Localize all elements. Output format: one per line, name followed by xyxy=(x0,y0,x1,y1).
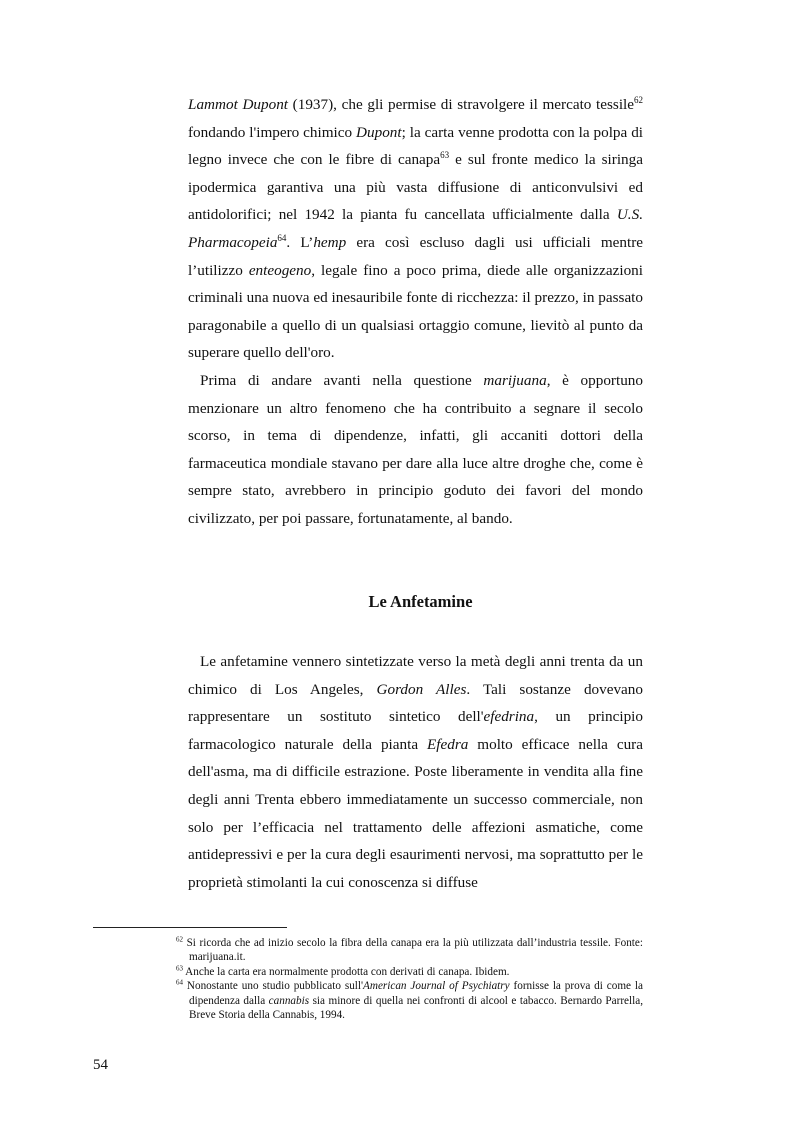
paragraph-anfetamine: Le anfetamine vennero sintetizzate verso la metà degli anni trenta da un chimico di Los Angeles, Gordon Alles. Tali sostanze dovevano rappresentare un sostituto sintetico dell'efedrina, un principio farmacologico naturale della pianta Efedra molto efficace nella cura dell'asma, ma di difficile estrazione. Poste liberamente in vendita alla fine degli anni Trenta ebbero immediatamente un successo commerciale, non solo per l’efficacia nel trattamento delle affezioni asmatiche, come antidepressivi e per la cura degli esaurimenti nervosi, ma soprattutto per le proprietà stimolanti la cui conoscenza si diffuse xyxy=(188,653,643,891)
footnotes xyxy=(176,936,643,1022)
footnote-ref-62: 62 xyxy=(634,94,643,105)
footnote-separator xyxy=(93,927,287,928)
footnote-ref-64: 64 xyxy=(277,232,287,243)
section-heading: Le Anfetamine xyxy=(368,592,473,611)
body-text-top xyxy=(188,91,643,533)
paragraph-dupont: Lammot Dupont (1937), che gli permise di stravolgere il mercato tessile$^{62}$ fondando l'impero chimico Dupont; la carta venne prodotta con la polpa di legno invece che con le fibre di canapa$^{63}$ e sul fronte medico la siringa ipodermica garantiva una più vasta diffusione di anticonvulsivi ed antidolorifici; nel 1942 la pianta fu cancellata ufficialmente dalla U.S. Pharmacopeia$^{64}$. L’hemp era così escluso dagli usi ufficiali mentre l’utilizzo enteogeno, legale fino a poco prima, diede alle organizzazioni criminali una nuova ed inesauribile fonte di ricchezza: il prezzo, in passato paragonabile a quello di un qualsiasi ortaggio comune, lievitò al punto da superare quello dell'oro. xyxy=(188,94,644,362)
footnote-ref-63: 63 xyxy=(440,150,450,161)
footnote-62: $^{62}$ Si ricorda che ad inizio secolo la fibra della canapa era la più utilizzata dall’industria tessile. Fonte: marijuana.it. xyxy=(176,935,643,964)
footnote-63: $^{63}$ Anche la carta era normalmente prodotta con derivati di canapa. Ibidem. xyxy=(176,964,510,978)
body-text-bottom xyxy=(188,648,643,896)
footnote-64: $^{64}$ Nonostante uno studio pubblicato sull'American Journal of Psychiatry fornisse la prova di come la dipendenza dalla cannabis sia minore di quella nei confronti di alcool e tabacco. Bernardo Parrella, Breve Storia della Cannabis, 1994. xyxy=(176,978,643,1022)
paragraph-marijuana: Prima di andare avanti nella questione marijuana, è opportuno menzionare un altro fenomeno che ha contribuito a segnare il secolo scorso, in tema di dipendenze, infatti, gli accaniti dottori della farmaceutica mondiale stavano per dare alla luce altre droghe che, come è sempre stato, avrebbero in principio goduto dei favori del mondo civilizzato, per poi passare, fortunatamente, al bando. xyxy=(188,371,643,527)
page-number: 54 xyxy=(93,1057,108,1073)
